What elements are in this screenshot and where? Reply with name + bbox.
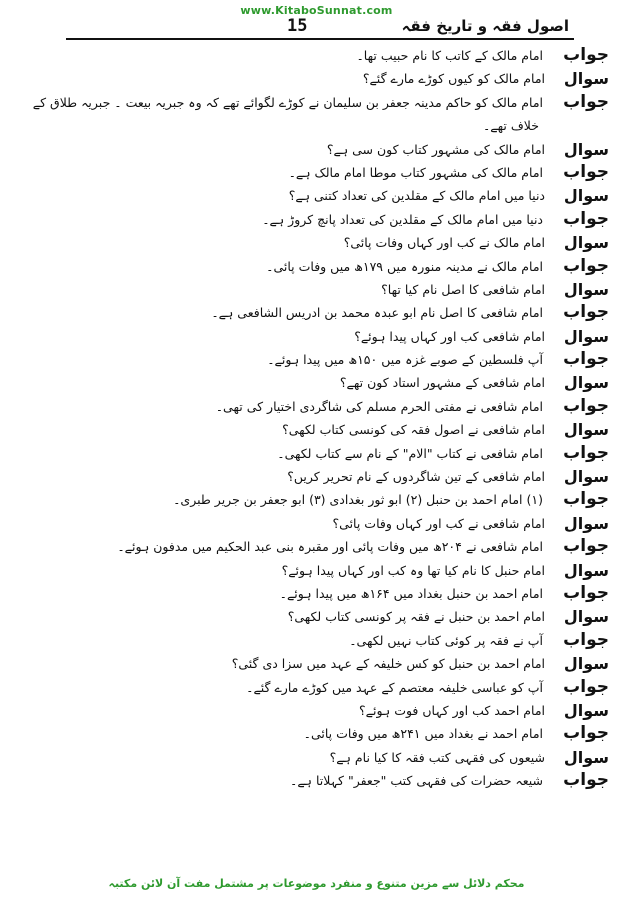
qa-text: امام شافعی نے کتاب "الام" کے نام سے کتاب لکھی۔ (277, 445, 543, 461)
qa-text: امام شافعی نے ۲۰۴ھ میں وفات پائی اور مقبرہ بنی عبد الحکیم میں مدفون ہوئے۔ (117, 539, 543, 555)
qa-text: آپ فلسطین کے صوبے غزہ میں ۱۵۰ھ میں پیدا ہوئے۔ (267, 352, 543, 368)
qa-line (24, 652, 609, 675)
qa-label: جواب (563, 629, 609, 650)
qa-label: جواب (563, 255, 609, 276)
qa-text: امام شافعی کب اور کہاں پیدا ہوئے؟ (354, 328, 545, 344)
header-rule (66, 38, 574, 40)
qa-text: امام شافعی نے اصول فقہ کی کونسی کتاب لکھی؟ (282, 422, 545, 438)
qa-text: امام احمد کب اور کہاں فوت ہوئے؟ (359, 702, 545, 718)
qa-text: آپ نے فقہ پر کوئی کتاب نہیں لکھی۔ (349, 632, 543, 648)
qa-line (24, 582, 609, 605)
qa-label: جواب (563, 349, 609, 370)
qa-text: امام مالک نے کب اور کہاں وفات پائی؟ (343, 235, 545, 251)
qa-label: سوال (563, 69, 609, 89)
qa-line (24, 442, 609, 465)
qa-text: امام شافعی کا اصل نام کیا تھا؟ (381, 281, 545, 297)
qa-line (24, 769, 609, 792)
qa-label: جواب (563, 395, 609, 416)
qa-label: جواب (563, 536, 609, 557)
qa-label: سوال (563, 700, 609, 720)
qa-text: امام مالک کے کاتب کا نام حبیب تھا۔ (356, 48, 543, 63)
qa-text: دنیا میں امام مالک کے مقلدین کی تعداد پانچ کروڑ ہے۔ (262, 211, 543, 227)
qa-label: جواب (563, 442, 609, 463)
qa-label: جواب (563, 208, 609, 229)
qa-label: جواب (563, 302, 609, 323)
qa-label: جواب (563, 770, 609, 791)
qa-line (24, 255, 609, 278)
qa-line (24, 278, 609, 301)
qa-line (24, 138, 609, 161)
qa-list (24, 44, 609, 793)
qa-label: سوال (563, 513, 609, 533)
qa-label: جواب (563, 161, 609, 182)
qa-label: جواب (563, 723, 609, 744)
qa-line (24, 465, 609, 488)
qa-line (24, 699, 609, 722)
qa-line (24, 325, 609, 348)
page-header (0, 14, 633, 40)
qa-label: سوال (563, 279, 609, 299)
qa-line (24, 629, 609, 652)
qa-line (24, 44, 609, 67)
qa-label: سوال (563, 233, 609, 253)
qa-label: سوال (563, 139, 609, 159)
qa-line (24, 418, 609, 441)
qa-text: امام شافعی نے کب اور کہاں وفات پائی؟ (332, 515, 545, 531)
qa-label: سوال (563, 747, 609, 767)
qa-label: جواب (563, 91, 609, 112)
qa-line (24, 676, 609, 699)
qa-line (24, 746, 609, 769)
qa-line (24, 605, 609, 628)
qa-text: امام احمد نے بغداد میں ۲۴۱ھ میں وفات پائی۔ (303, 726, 543, 742)
qa-text: امام احمد بن حنبل بغداد میں ۱۶۴ھ میں پیدا ہوئے۔ (279, 585, 543, 601)
qa-line (24, 559, 609, 582)
qa-label: جواب (563, 676, 609, 697)
qa-text: امام شافعی نے مفتی الحرم مسلم کی شاگردی اختیار کی تھی۔ (215, 398, 543, 414)
qa-text: شیعوں کی فقہی کتب فقہ کا کیا نام ہے؟ (329, 749, 545, 765)
qa-line (24, 231, 609, 254)
qa-text: امام حنبل کا نام کیا تھا وہ کب اور کہاں پیدا ہوئے؟ (281, 562, 545, 578)
qa-label: سوال (563, 654, 609, 674)
qa-text: خلاف تھے۔ (482, 118, 539, 134)
qa-label: سوال (563, 467, 609, 487)
qa-line (24, 535, 609, 558)
qa-text: امام احمد بن حنبل کو کس خلیفہ کے عہد میں سزا دی گئی؟ (231, 656, 545, 672)
qa-line (24, 161, 609, 184)
qa-text: امام شافعی کے مشہور استاد کون تھے؟ (339, 375, 545, 391)
qa-label: سوال (563, 326, 609, 346)
qa-line (24, 395, 609, 418)
qa-label: جواب (563, 582, 609, 603)
qa-label: سوال (563, 186, 609, 206)
page-number: 15 (287, 16, 308, 36)
qa-line (24, 67, 609, 90)
qa-line (24, 348, 609, 371)
qa-line (24, 488, 609, 511)
qa-text: امام احمد بن حنبل نے فقہ پر کونسی کتاب لکھی؟ (287, 609, 545, 625)
qa-text: آپ کو عباسی خلیفہ معتصم کے عہد میں کوڑے مارے گئے۔ (246, 679, 543, 695)
watermark-footer: محکم دلائل سے مزین متنوع و منفرد موضوعات پر مشتمل مفت آن لائن مکتبہ (108, 877, 525, 890)
qa-line (24, 512, 609, 535)
qa-label: جواب (563, 45, 609, 65)
qa-line (24, 208, 609, 231)
qa-text: امام مالک نے مدینہ منورہ میں ۱۷۹ھ میں وفات پائی۔ (266, 258, 543, 274)
qa-line (24, 91, 609, 114)
qa-text: امام شافعی کا اصل نام ابو عبدہ محمد بن ادریس الشافعی ہے۔ (211, 305, 543, 321)
qa-line (24, 371, 609, 394)
qa-text: (۱) امام احمد بن حنبل (۲) ابو ثور بغدادی (۳) ابو جعفر بن جریر طبری۔ (173, 492, 543, 508)
qa-label: جواب (563, 489, 609, 510)
qa-line (24, 301, 609, 324)
qa-text: امام مالک کی مشہور کتاب کون سی ہے؟ (326, 141, 545, 157)
qa-label: سوال (563, 373, 609, 393)
watermark-url: www.KitaboSunnat.com (240, 4, 393, 17)
qa-text: امام شافعی کے تین شاگردوں کے نام تحریر کریں؟ (287, 469, 545, 485)
qa-label: سوال (563, 607, 609, 627)
qa-text: امام مالک کو کیوں کوڑے مارے گئے؟ (362, 71, 545, 87)
book-title: اصول فقہ و تاریخ فقہ (401, 17, 569, 35)
qa-text: امام مالک کی مشہور کتاب موطا امام مالک ہے۔ (288, 164, 543, 180)
qa-label: سوال (563, 560, 609, 580)
qa-text: دنیا میں امام مالک کے مقلدین کی تعداد کتنی ہے؟ (288, 188, 545, 204)
qa-line (24, 722, 609, 745)
qa-label: سوال (563, 420, 609, 440)
qa-text: امام مالک کو حاکم مدینہ جعفر بن سلیمان نے کوڑے لگوائے تھے کہ وہ جبریہ بیعت ۔ جبریہ طلاق کے (32, 94, 543, 110)
qa-line (24, 114, 609, 137)
qa-text: شیعہ حضرات کی فقہی کتب "جعفر" کہلاتا ہے۔ (290, 773, 543, 789)
qa-line (24, 184, 609, 207)
